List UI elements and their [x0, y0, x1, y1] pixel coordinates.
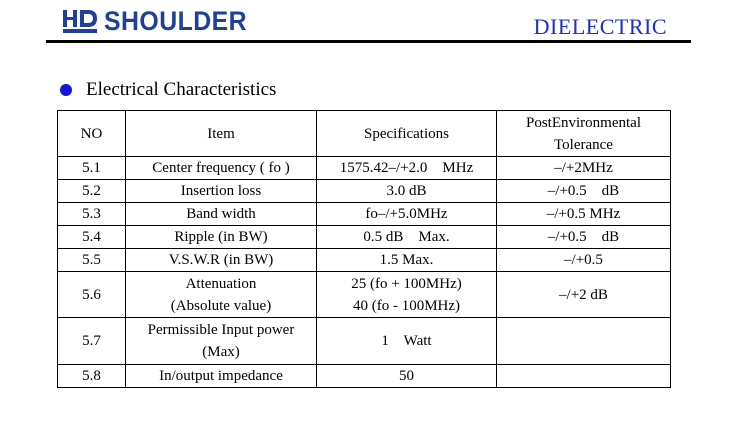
table-row — [58, 226, 671, 249]
cell-item: Center frequency ( fo ) — [126, 157, 317, 180]
cell-spec-line-1: 25 (fo + 100MHz) — [351, 275, 462, 292]
logo-text: SHOULDER — [104, 5, 248, 36]
cell-no: 5.2 — [58, 180, 126, 203]
cell-spec: 1 Watt — [317, 318, 497, 365]
cell-no: 5.1 — [58, 157, 126, 180]
electrical-characteristics-table — [57, 110, 671, 388]
table-row — [58, 180, 671, 203]
cell-item: In/output impedance — [126, 365, 317, 388]
cell-no: 5.5 — [58, 249, 126, 272]
cell-spec: fo–/+5.0MHz — [317, 203, 497, 226]
hd-logo-mark — [62, 8, 100, 34]
cell-spec: 3.0 dB — [317, 180, 497, 203]
cell-item-line-1: Attenuation — [185, 275, 257, 292]
bullet-icon — [60, 84, 72, 96]
cell-spec: 50 — [317, 365, 497, 388]
table-row — [58, 318, 671, 365]
header-tolerance — [497, 111, 671, 157]
cell-item — [126, 272, 317, 318]
cell-no: 5.4 — [58, 226, 126, 249]
cell-item-line-1: Permissible Input power — [147, 322, 295, 338]
cell-no: 5.7 — [58, 318, 126, 365]
cell-spec: 0.5 dB Max. — [317, 226, 497, 249]
cell-no: 5.6 — [58, 272, 126, 318]
company-logo — [62, 6, 260, 36]
header-item: Item — [126, 111, 317, 157]
header-tolerance-line-2: Tolerance — [554, 136, 613, 153]
cell-item-line-2: (Max) — [202, 344, 240, 360]
hd-logo-icon — [62, 8, 100, 34]
cell-tol: –/+0.5 dB — [497, 180, 671, 203]
cell-no: 5.3 — [58, 203, 126, 226]
section-title: Electrical Characteristics — [86, 79, 277, 100]
cell-item: Ripple (in BW) — [126, 226, 317, 249]
cell-spec — [317, 272, 497, 318]
cell-spec: 1575.42–/+2.0 MHz — [317, 157, 497, 180]
header-no: NO — [58, 111, 126, 157]
cell-no: 5.8 — [58, 365, 126, 388]
table-row — [58, 365, 671, 388]
cell-item: Band width — [126, 203, 317, 226]
cell-tol — [497, 318, 671, 365]
cell-tol — [497, 365, 671, 388]
cell-tol: –/+0.5 — [497, 249, 671, 272]
table-row — [58, 157, 671, 180]
cell-tol: –/+2 dB — [497, 272, 671, 318]
cell-item: V.S.W.R (in BW) — [126, 249, 317, 272]
header-rule — [46, 40, 691, 43]
section-heading — [60, 79, 276, 101]
cell-tol: –/+2MHz — [497, 157, 671, 180]
table-row — [58, 272, 671, 318]
cell-item — [126, 318, 317, 365]
document-type: DIELECTRIC — [533, 14, 667, 39]
header-tolerance-line-1: PostEnvironmental — [526, 114, 641, 131]
cell-spec: 1.5 Max. — [317, 249, 497, 272]
table-header-row — [58, 111, 671, 157]
cell-item-line-2: (Absolute value) — [170, 297, 272, 314]
cell-tol: –/+0.5 dB — [497, 226, 671, 249]
table-row — [58, 203, 671, 226]
cell-tol: –/+0.5 MHz — [497, 203, 671, 226]
table-row — [58, 249, 671, 272]
header-spec: Specifications — [317, 111, 497, 157]
cell-spec-line-2: 40 (fo - 100MHz) — [352, 297, 461, 314]
cell-item: Insertion loss — [126, 180, 317, 203]
